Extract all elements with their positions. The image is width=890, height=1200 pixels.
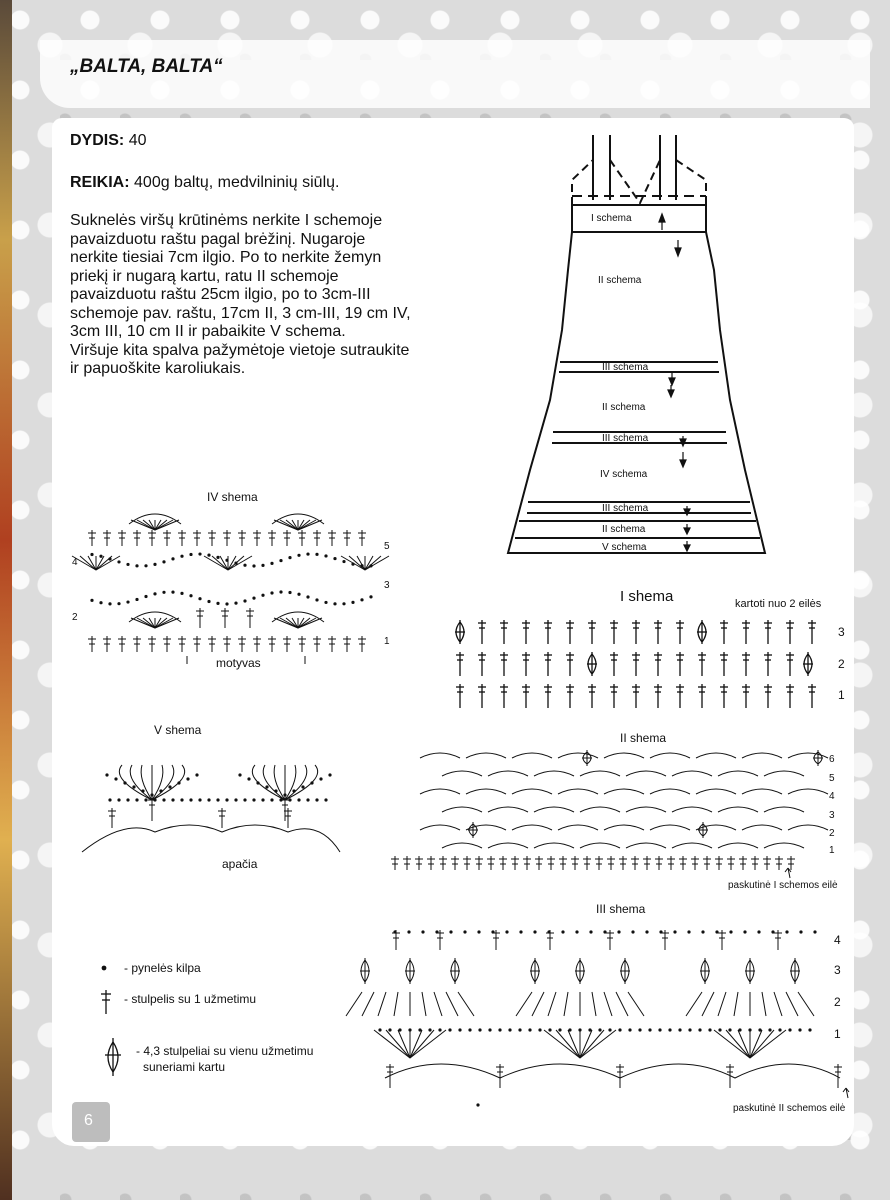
chart-IV-row-number: 1: [384, 636, 390, 647]
dress-section-label: II schema: [598, 275, 642, 286]
dress-section-label: IV schema: [600, 469, 648, 480]
chart-IV-row-number: 3: [384, 580, 390, 591]
chart-II-row-number: 5: [829, 773, 835, 784]
instruction-line: 3cm III, 10 cm II ir pabaikite V schema.: [70, 323, 346, 340]
chart-III-row-number: 1: [834, 1027, 841, 1041]
chart-IV-row-number: 5: [384, 541, 390, 552]
chart-III-note: paskutinė II schemos eilė: [733, 1103, 846, 1114]
chart-V-title: V shema: [154, 723, 202, 737]
chart-V-bottom-label: apačia: [222, 857, 258, 871]
chart-I-row-number: 1: [838, 688, 845, 702]
chart-II-row-number: 4: [829, 791, 835, 802]
size-label: DYDIS:: [70, 132, 125, 149]
chart-II-row-number: 1: [829, 845, 835, 856]
chart-I-note: kartoti nuo 2 eilės: [735, 598, 822, 610]
dress-section-label: II schema: [602, 402, 646, 413]
legend-cluster-text: - 4,3 stulpeliai su vienu užmetimu: [136, 1044, 314, 1058]
materials-label: REIKIA:: [70, 174, 130, 191]
instruction-line: priekį ir nugarą kartu, ratu II schemoje: [70, 267, 339, 285]
cluster-icon: [105, 1038, 121, 1076]
dress-section-label: III schema: [602, 362, 649, 373]
size-value: 40: [128, 132, 147, 149]
dress-section-label: II schema: [602, 524, 646, 535]
page-number: 6: [84, 1112, 93, 1129]
double-crochet-icon: [101, 990, 111, 1014]
dress-section-label: III schema: [602, 433, 649, 444]
instruction-line: nerkite tiesiai 7cm ilgio. Po to nerkite žemyn: [70, 249, 382, 266]
instruction-line: pavaizduotu raštu pagal brėžinį. Nugaroje: [70, 230, 366, 248]
chart-IV-row-number: 4: [72, 557, 78, 568]
chart-I-row-number: 2: [838, 657, 845, 671]
chart-II-row-number: 2: [829, 828, 835, 839]
chart-III-title: III shema: [596, 902, 646, 916]
instruction-line: ir papuoškite karoliukais.: [70, 360, 246, 377]
instruction-line: Suknelės viršų krūtinėms nerkite I schemoje: [70, 212, 383, 229]
dress-section-label: III schema: [602, 503, 649, 514]
legend-dc-text: - stulpelis su 1 užmetimu: [124, 992, 257, 1006]
chart-IV-motif-label: motyvas: [216, 656, 261, 670]
instruction-line: schemoje pav. raštu, 17cm II, 3 cm-III, 19 cm IV,: [70, 304, 411, 322]
chart-I-row-number: 3: [838, 625, 845, 639]
dress-section-label: I schema: [591, 213, 632, 224]
page-title: „BALTA, BALTA“: [70, 56, 223, 77]
chart-II-row-number: 6: [829, 754, 835, 765]
materials-value: 400g baltų, medvilninių siūlų.: [134, 174, 340, 191]
chart-III-row-number: 3: [834, 963, 841, 977]
chain-dot-icon: [102, 966, 107, 971]
legend-chain-text: - pynelės kilpa: [124, 961, 201, 975]
chart-II-row-number: 3: [829, 810, 835, 821]
chart-II-note: paskutinė I schemos eilė: [728, 880, 838, 891]
chart-IV-title: IV shema: [207, 490, 258, 504]
chart-III-row-number: 2: [834, 995, 841, 1009]
legend-cluster-text-2: suneriami kartu: [143, 1060, 226, 1074]
instruction-line: pavaizduotu raštu 25cm ilgio, po to 3cm-III: [70, 286, 371, 303]
dress-section-label: V schema: [602, 542, 647, 553]
chart-I-title: I shema: [620, 588, 674, 605]
instruction-line: Viršuje kita spalva pažymėtoje vietoje sutraukite: [70, 341, 410, 359]
chart-II-title: II shema: [620, 731, 667, 745]
chart-IV-row-number: 2: [72, 612, 78, 623]
chart-III-row-number: 4: [834, 933, 841, 947]
